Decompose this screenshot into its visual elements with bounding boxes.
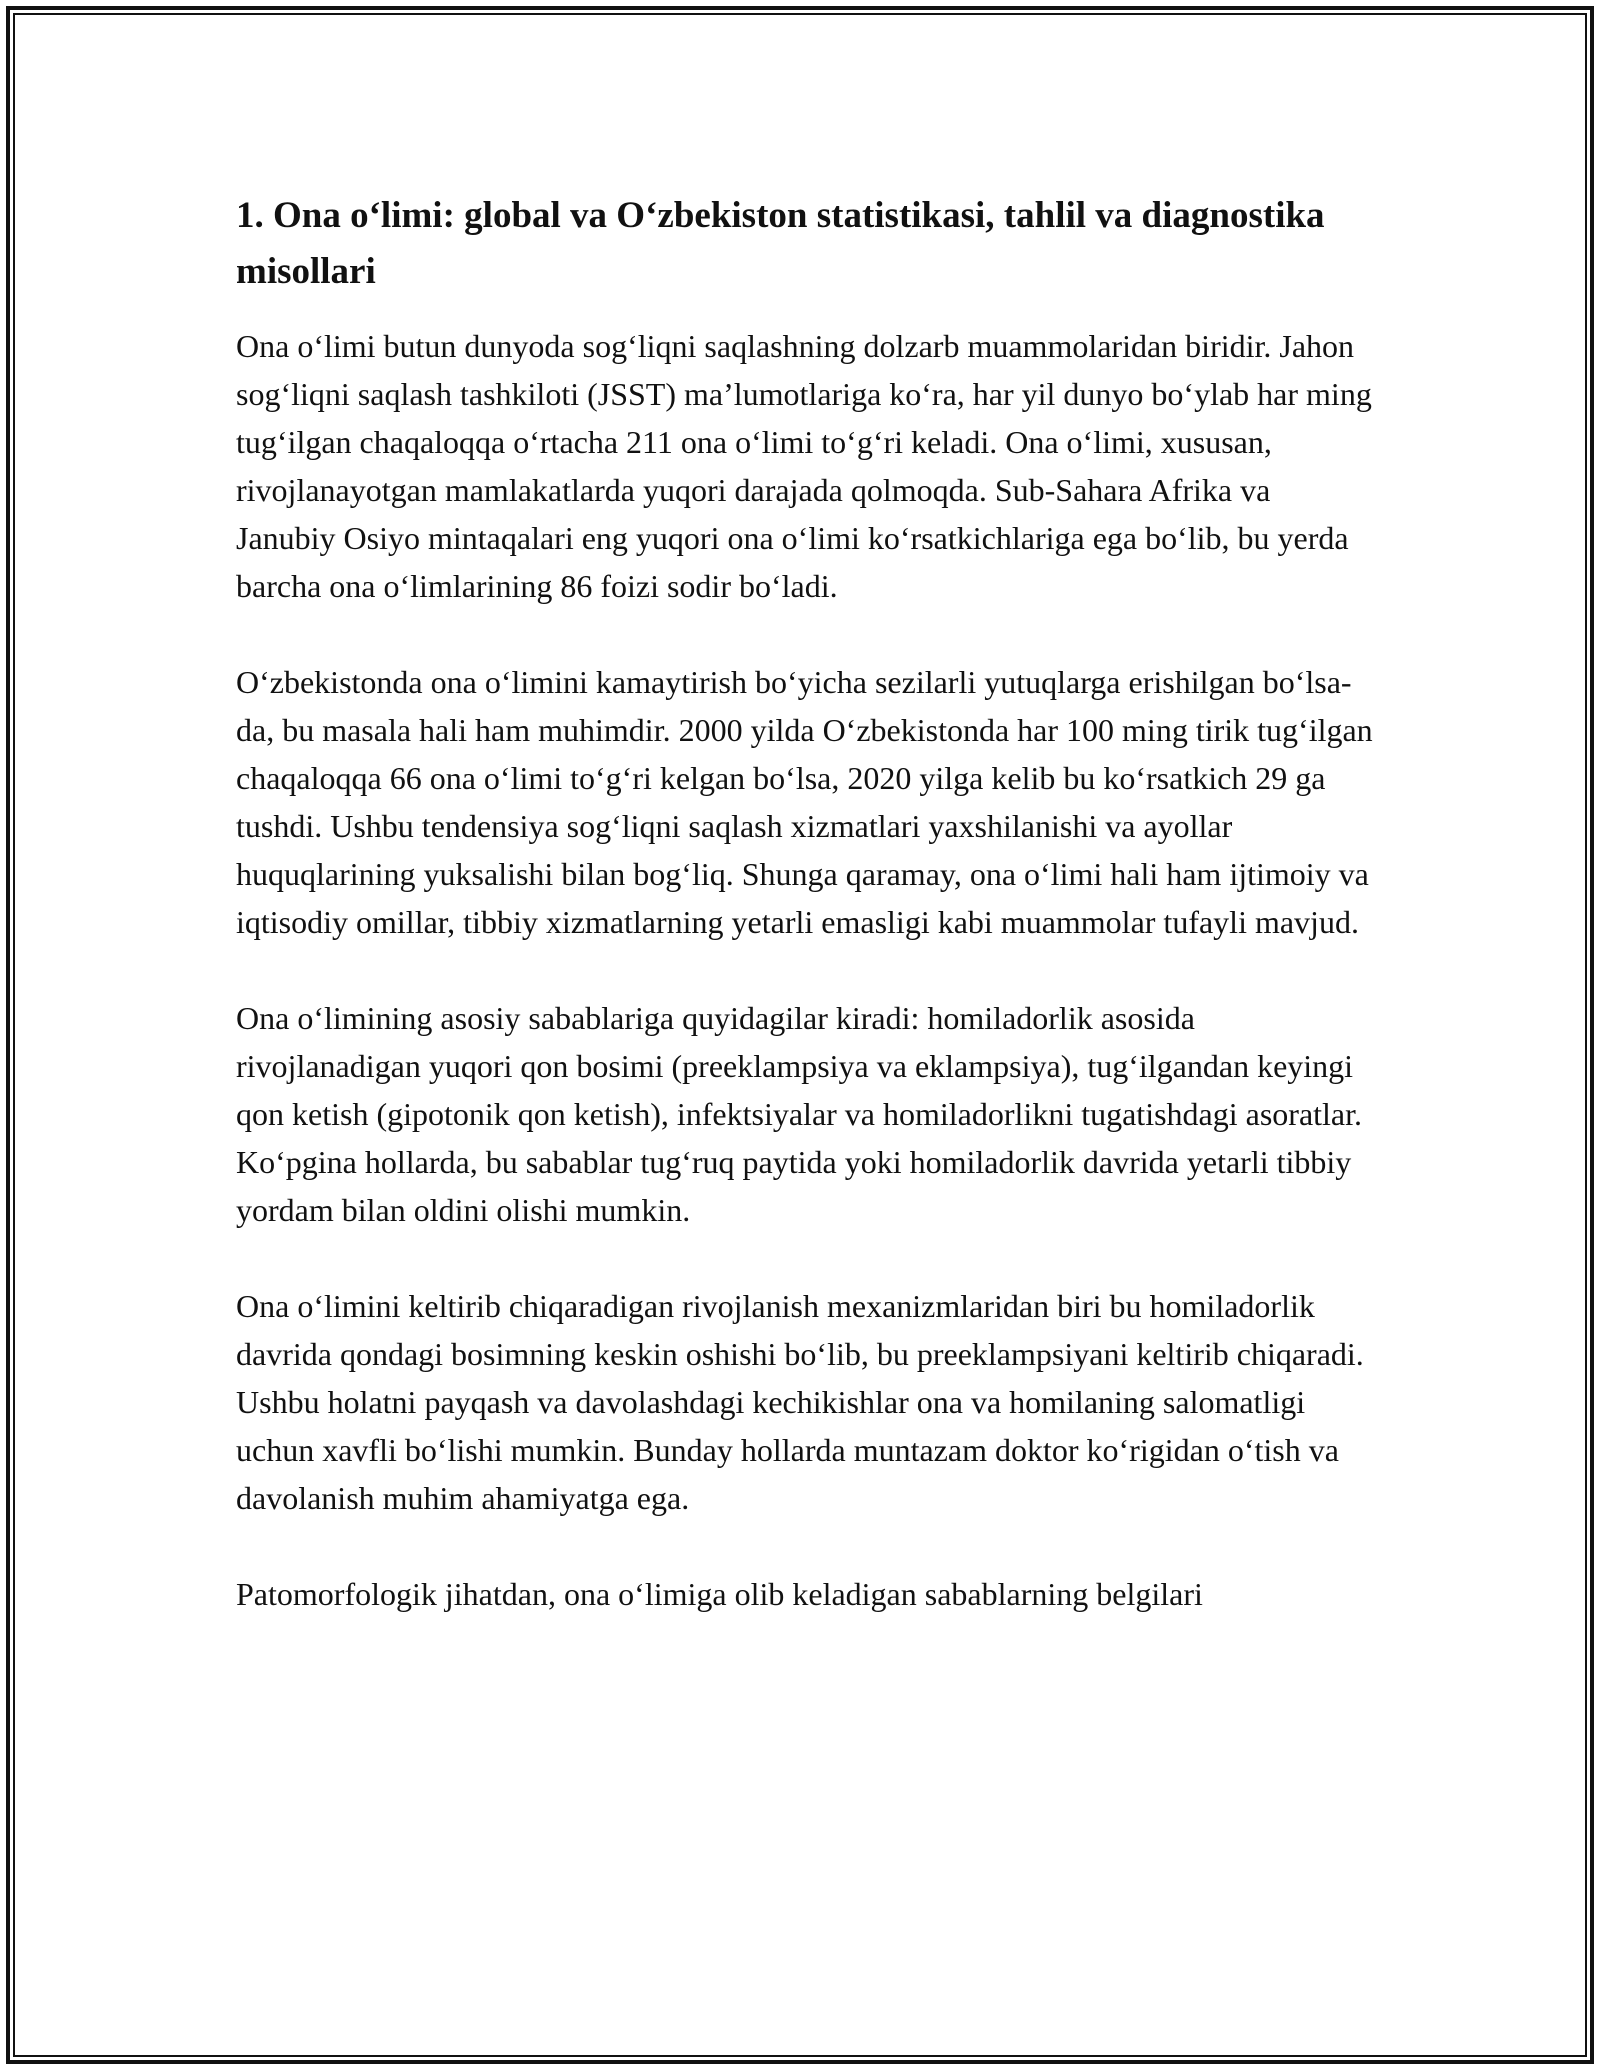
paragraph-uzbekistan-statistics: O‘zbekistonda ona o‘limini kamaytirish bo‘yicha sezilarli yutuqlarga erishilgan bo‘lsa-da, bu masala hali ham muhimdir. 2000 yilda O‘zbekistonda har 100 ming tirik tug‘ilgan chaqaloqqa 66 ona o‘limi to‘g‘ri kelgan bo‘lsa, 2020 yilga kelib bu ko‘rsatkich 29 ga tushdi. Ushbu tendensiya sog‘liqni saqlash xizmatlari yaxshilanishi va ayollar huquqlarining yuksalishi bilan bog‘liq. Shunga qaramay, ona o‘limi hali ham ijtimoiy va iqtisodiy omillar, tibbiy xizmatlarning yetarli emasligi kabi muammolar tufayli mavjud. (236, 664, 1373, 940)
paragraph-main-causes: Ona o‘limining asosiy sabablariga quyidagilar kiradi: homiladorlik asosida rivojlanadigan yuqori qon bosimi (preeklampsiya va eklampsiya), tug‘ilgandan keyingi qon ketish (gipotonik qon ketish), infektsiyalar va homiladorlikni tugatishdagi asoratlar. Ko‘pgina hollarda, bu sabablar tug‘ruq paytida yoki homiladorlik davrida yetarli tibbiy yordam bilan oldini olishi mumkin. (236, 1000, 1363, 1228)
paragraph-pathomorphology: Patomorfologik jihatdan, ona o‘limiga olib keladigan sabablarning belgilari (236, 1576, 1203, 1612)
paragraph-preeclampsia-mechanism: Ona o‘limini keltirib chiqaradigan rivojlanish mexanizmlaridan biri bu homiladorlik davrida qondagi bosimning keskin oshishi bo‘lib, bu preeklampsiyani keltirib chiqaradi. Ushbu holatni payqash va davolashdagi kechikishlar ona va homilaning salomatligi uchun xavfli bo‘lishi mumkin. Bunday hollarda muntazam doktor ko‘rigidan o‘tish va davolanish muhim ahamiyatga ega. (236, 1288, 1364, 1516)
document-body (236, 188, 1376, 1618)
document-title: 1. Ona o‘limi: global va O‘zbekiston statistikasi, tahlil va diagnostika misollari (236, 195, 1325, 292)
paragraph-global-statistics: Ona o‘limi butun dunyoda sog‘liqni saqlashning dolzarb muammolaridan biridir. Jahon sog‘liqni saqlash tashkiloti (JSST) ma’lumotlariga ko‘ra, har yil dunyo bo‘ylab har ming tug‘ilgan chaqaloqqa o‘rtacha 211 ona o‘limi to‘g‘ri keladi. Ona o‘limi, xususan, rivojlanayotgan mamlakatlarda yuqori darajada qolmoqda. Sub-Sahara Afrika va Janubiy Osiyo mintaqalari eng yuqori ona o‘limi ko‘rsatkichlariga ega bo‘lib, bu yerda barcha ona o‘limlarining 86 foizi sodir bo‘ladi. (236, 328, 1372, 604)
